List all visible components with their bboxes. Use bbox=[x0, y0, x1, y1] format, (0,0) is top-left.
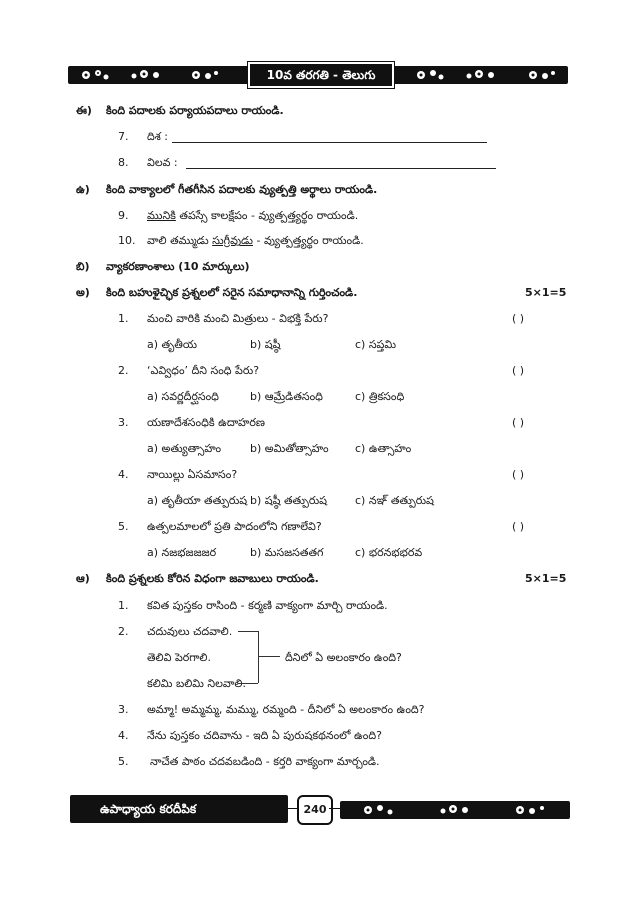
q10-text bbox=[147, 234, 364, 250]
bracket-top bbox=[238, 631, 258, 632]
short-q2-question: దీనిలో ఏ అలంకారం ఉంది? bbox=[285, 651, 402, 664]
section-u-label: ఉ) bbox=[76, 183, 90, 196]
mcq-option-b: b) మసజసతతగ bbox=[250, 546, 324, 559]
section-b-heading: వ్యాకరణాంశాలు (10 మార్కులు) bbox=[106, 260, 250, 273]
mcq-number: 5. bbox=[118, 520, 129, 533]
short-q-text: కవిత పుస్తకం రాసింది - కర్మణి వాక్యంగా మార్చి రాయండి. bbox=[147, 599, 388, 612]
section-aa-heading: కింది ప్రశ్నలకు కోరిన విధంగా జవాబులు రాయండి. bbox=[106, 572, 319, 585]
flower-ornament-icon bbox=[128, 66, 162, 84]
section-aa-marks: 5×1=5 bbox=[525, 572, 567, 585]
section-ee-label: ఈ) bbox=[76, 104, 92, 117]
flower-ornament-icon bbox=[186, 66, 220, 84]
short-q-text: అమ్మా! అమ్మమ్మ, మమ్ము, రమ్మంది - దీనిలో ఏ అలంకారం ఉంది? bbox=[147, 703, 425, 716]
q10-pre: వాలి తమ్ముడు bbox=[147, 234, 213, 247]
short-q-number: 2. bbox=[118, 625, 129, 638]
mcq-option-b: b) షష్ఠీ తత్పురుష bbox=[250, 494, 328, 507]
mcq-question: ‘ఎవ్విధం’ దీని సంధి పేరు? bbox=[147, 364, 260, 377]
mcq-option-c: c) సప్తమి bbox=[355, 338, 397, 351]
page-number: 240 bbox=[297, 795, 333, 825]
mcq-option-a: a) తృతీయ bbox=[147, 338, 198, 351]
q10-number: 10. bbox=[118, 234, 136, 247]
q10-underlined-word: సుగ్రీవుడు bbox=[212, 234, 253, 247]
mcq-option-a: a) అత్యుత్సాహం bbox=[147, 442, 222, 455]
mcq-option-a: a) నజభజజజర bbox=[147, 546, 217, 559]
q7-answer-line bbox=[172, 142, 487, 143]
mcq-question: ఉత్పలమాలలో ప్రతి పాదంలోని గణాలేవి? bbox=[147, 520, 322, 533]
q10-rest: - వ్యుత్పత్త్యర్థం రాయండి. bbox=[253, 234, 364, 247]
flower-ornament-icon bbox=[435, 801, 475, 819]
q7-number: 7. bbox=[118, 130, 129, 143]
q9-rest: తపస్సే కాలక్షేపం - వ్యుత్పత్త్యర్థం రాయండి. bbox=[175, 209, 359, 222]
poem-line: తెలివి పెరగాలి. bbox=[147, 651, 211, 664]
header-banner bbox=[68, 62, 568, 88]
flower-ornament-icon bbox=[78, 66, 112, 84]
short-q-text: నాచేత పాఠం చదవబడింది - కర్తరి వాక్యంగా మార్చండి. bbox=[150, 755, 380, 768]
mcq-question: నాయిల్లు ఏసమాసం? bbox=[147, 468, 238, 481]
q8-answer-line bbox=[186, 168, 496, 169]
mcq-question: మంచి వారికి మంచి మిత్రులు - విభక్తి పేరు? bbox=[147, 312, 329, 325]
mcq-option-c: c) నఞ్ తత్పురుష bbox=[355, 494, 434, 507]
footer-ornament-bar bbox=[340, 801, 570, 819]
flower-ornament-icon bbox=[360, 801, 400, 819]
section-a-label: అ) bbox=[76, 286, 90, 299]
mcq-option-b: b) షష్ఠీ bbox=[250, 338, 281, 351]
short-q-number: 3. bbox=[118, 703, 129, 716]
mcq-option-b: b) ఆమ్రేడితసంధి bbox=[250, 390, 323, 403]
mcq-option-c: c) భరనభభరవ bbox=[355, 546, 423, 559]
short-q-number: 4. bbox=[118, 729, 129, 742]
bracket-bottom bbox=[238, 683, 258, 684]
section-aa-label: ఆ) bbox=[76, 572, 90, 585]
mcq-option-a: a) సవర్ణదీర్ఘసంధి bbox=[147, 390, 219, 403]
short-q-number: 1. bbox=[118, 599, 129, 612]
footer-connector bbox=[329, 808, 340, 809]
bracket-arm bbox=[258, 656, 280, 657]
q8-number: 8. bbox=[118, 156, 129, 169]
poem-line: కలిమి బలిమి నిలవాలి. bbox=[147, 677, 246, 690]
section-ee-heading: కింది పదాలకు పర్యాయపదాలు రాయండి. bbox=[106, 104, 284, 117]
q9-number: 9. bbox=[118, 209, 129, 222]
short-q-text: నేను పుస్తకం చదివాను - ఇది ఏ పురుషకథనంలో ఉంది? bbox=[147, 729, 382, 742]
q8-text: విలవ : bbox=[147, 156, 178, 169]
answer-parentheses: ( ) bbox=[512, 520, 525, 533]
section-b-label: బి) bbox=[76, 260, 90, 273]
bracket-vertical bbox=[258, 631, 259, 683]
section-u-heading: కింది వాక్యాలలో గీతగీసిన పదాలకు వ్యుత్పత్తి అర్థాలు రాయండి. bbox=[106, 183, 378, 196]
mcq-number: 3. bbox=[118, 416, 129, 429]
section-a-heading: కింది బహుళైచ్ఛిక ప్రశ్నలలో సరైన సమాధానాన్ని గుర్తించండి. bbox=[106, 286, 358, 299]
flower-ornament-icon bbox=[523, 66, 557, 84]
poem-line: చదువులు చదవాలి. bbox=[147, 625, 233, 638]
answer-parentheses: ( ) bbox=[512, 364, 525, 377]
mcq-option-a: a) తృతీయా తత్పురుష bbox=[147, 494, 248, 507]
flower-ornament-icon bbox=[510, 801, 550, 819]
q9-underlined-word: మునికి bbox=[147, 209, 176, 222]
mcq-option-b: b) అమితోత్సాహం bbox=[250, 442, 329, 455]
footer-book-title: ఉపాధ్యాయ కరదీపిక bbox=[70, 795, 288, 823]
answer-parentheses: ( ) bbox=[512, 416, 525, 429]
answer-parentheses: ( ) bbox=[512, 468, 525, 481]
short-q-number: 5. bbox=[118, 755, 129, 768]
page-title: 10వ తరగతి - తెలుగు bbox=[248, 62, 394, 88]
q9-text bbox=[147, 209, 358, 225]
section-a-marks: 5×1=5 bbox=[525, 286, 567, 299]
flower-ornament-icon bbox=[413, 66, 447, 84]
mcq-question: యణాదేశసంధికి ఉదాహరణ bbox=[147, 416, 265, 429]
mcq-option-c: c) ఉత్సాహం bbox=[355, 442, 412, 455]
flower-ornament-icon bbox=[463, 66, 497, 84]
mcq-number: 2. bbox=[118, 364, 129, 377]
mcq-number: 1. bbox=[118, 312, 129, 325]
mcq-number: 4. bbox=[118, 468, 129, 481]
answer-parentheses: ( ) bbox=[512, 312, 525, 325]
q7-text: దిశ : bbox=[147, 130, 169, 143]
mcq-option-c: c) త్రికసంధి bbox=[355, 390, 405, 403]
